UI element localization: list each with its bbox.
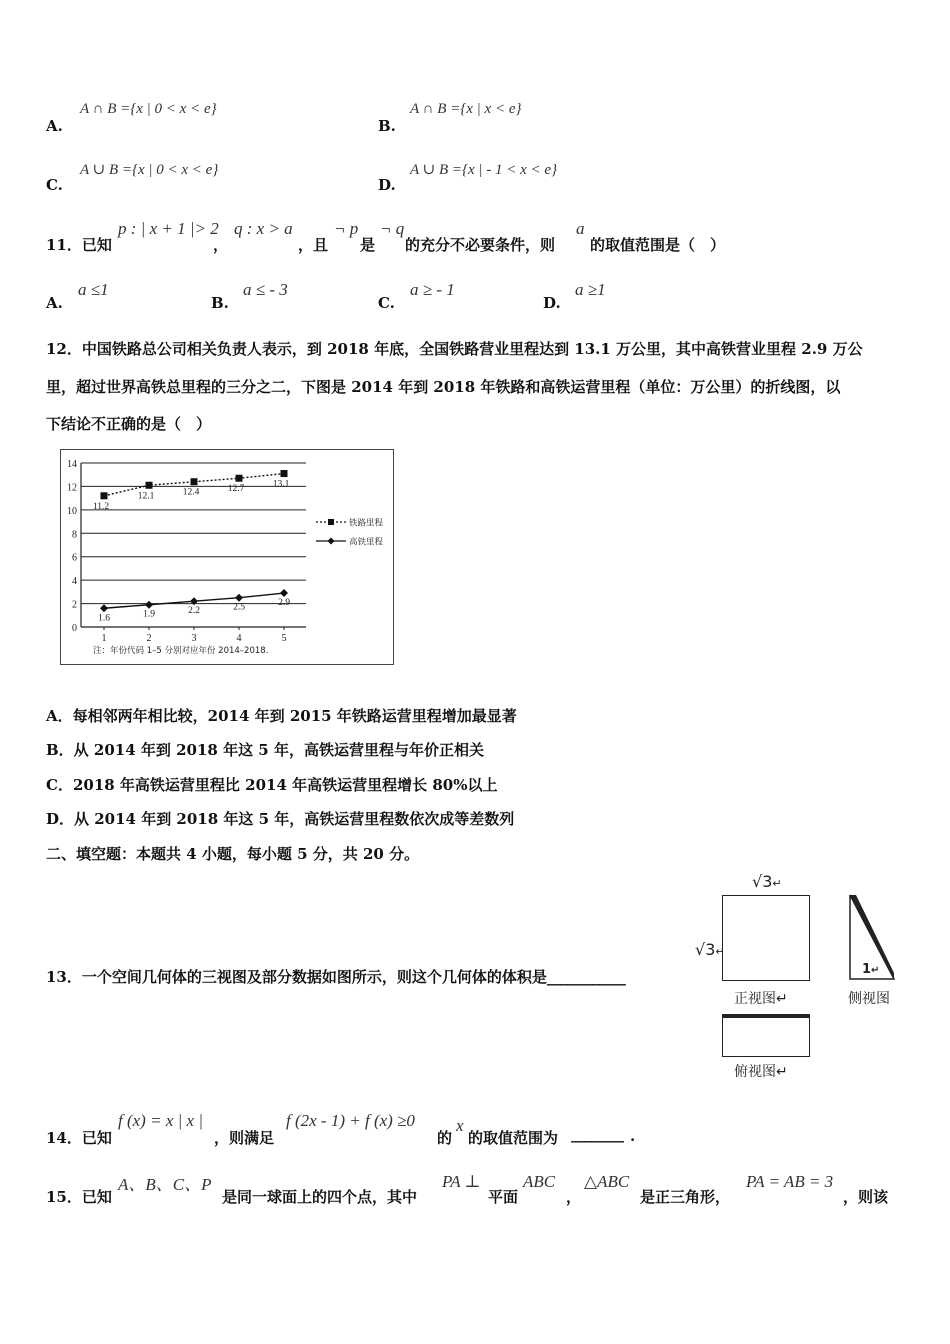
- chart-x-tick-label: 1: [101, 633, 107, 644]
- section-2-heading: 二、填空题：本题共 4 小题，每小题 5 分，共 20 分。: [46, 845, 420, 863]
- chart-legend-label: 铁路里程: [349, 518, 384, 529]
- chart-point-railway: [146, 482, 153, 489]
- q13-sqrt3-left-label: [695, 940, 725, 959]
- chart-y-tick-label: 10: [67, 505, 77, 517]
- q13-side-one-label: [862, 962, 879, 977]
- q12-stem-line-1: 12．中国铁路总公司相关负责人表示，到 2018 年底，全国铁路营业里程达到 13.1 万公里，其中高铁营业里程 2.9 万公: [46, 340, 863, 358]
- q14-x-var: x: [456, 1116, 464, 1135]
- chart-data-label: 2.9: [278, 598, 290, 609]
- chart-legend-marker: [328, 519, 334, 525]
- q11-text-condition: 的充分不必要条件，则: [405, 236, 556, 254]
- q15-triangle-abc: △ABC: [584, 1172, 630, 1191]
- chart-data-label: 12.7: [227, 484, 245, 495]
- q11-option-d-label: D.: [543, 294, 561, 312]
- q13-return-mark-1: ↵: [772, 877, 782, 890]
- q10-option-d-label: D.: [378, 176, 396, 194]
- q13-top-view: [722, 1014, 810, 1057]
- q15-text-plane: 平面: [488, 1188, 519, 1206]
- q12-option-a: A．每相邻两年相比较，2014 年到 2015 年铁路运营里程增加最显著: [46, 707, 517, 725]
- q11-p-formula: p : | x + 1 |> 2: [118, 219, 219, 238]
- q10-option-d-formula: A ∪ B ={x | - 1 < x < e}: [410, 162, 558, 178]
- chart-y-tick-label: 4: [72, 576, 77, 588]
- chart-x-tick-label: 2: [146, 633, 152, 644]
- q11-not-p: ¬ p: [334, 219, 359, 238]
- chart-y-tick-label: 2: [72, 599, 77, 611]
- q15-pa-perp: PA ⊥: [442, 1172, 481, 1191]
- q13-sqrt3-top-label: [752, 872, 782, 891]
- chart-x-tick-label: 5: [281, 633, 287, 644]
- q11-option-d-formula: a ≥1: [575, 280, 606, 299]
- q11-option-b-label: B.: [211, 294, 229, 312]
- chart-point-railway: [191, 478, 198, 485]
- chart-point-railway: [281, 470, 288, 477]
- chart-point-high-speed: [100, 604, 108, 612]
- q14-text-satisfy: ，则满足: [214, 1129, 275, 1147]
- q13-sqrt3-left: √3: [695, 940, 716, 959]
- q15-pa-eq-ab: PA = AB = 3: [746, 1172, 834, 1191]
- chart-data-label: 2.2: [188, 606, 200, 617]
- q15-number: 15．已知: [46, 1188, 112, 1206]
- q10-option-b-formula: A ∩ B ={x | x < e}: [410, 101, 522, 117]
- q14-inequality: f (2x - 1) + f (x) ≥0: [286, 1111, 415, 1130]
- chart-data-label: 2.5: [233, 602, 245, 613]
- q15-text-equilateral: 是正三角形，: [640, 1188, 731, 1206]
- q12-chart: [60, 449, 394, 665]
- q11-option-c-label: C.: [378, 294, 395, 312]
- q13-return-mark-2: ↵: [715, 945, 725, 958]
- q13-front-view: [722, 895, 810, 981]
- q10-option-a-label: A.: [46, 117, 63, 135]
- chart-legend-marker: [328, 538, 335, 545]
- q12-option-b: B．从 2014 年到 2018 年这 5 年，高铁运营里程与年价正相关: [46, 741, 484, 759]
- q14-text-of: 的: [437, 1129, 453, 1147]
- q11-option-c-formula: a ≥ - 1: [410, 280, 455, 299]
- q11-not-q: ¬ q: [380, 219, 405, 238]
- chart-point-high-speed: [235, 594, 243, 602]
- q14-blank: ________: [571, 1125, 623, 1143]
- chart-data-label: 12.1: [137, 491, 155, 502]
- chart-data-label: 12.4: [182, 487, 200, 498]
- q13-stem: [46, 966, 625, 988]
- q15-text-then: ，则该: [843, 1188, 889, 1206]
- q11-text-and: ，且: [298, 236, 329, 254]
- q12-stem-line-2: 里，超过世界高铁总里程的三分之二，下图是 2014 年到 2018 年铁路和高铁运营里程（单位：万公里）的折线图，以: [46, 378, 841, 396]
- q12-option-c: C．2018 年高铁运营里程比 2014 年高铁运营里程增长 80%以上: [46, 776, 498, 794]
- chart-x-tick-label: 4: [236, 633, 242, 644]
- chart-data-label: 11.2: [92, 501, 110, 512]
- chart-data-label: 1.9: [143, 609, 155, 620]
- chart-x-tick-label: 3: [191, 633, 197, 644]
- chart-y-tick-label: 6: [72, 552, 77, 564]
- chart-legend-label: 高铁里程: [349, 537, 384, 548]
- chart-data-label: 13.1: [272, 479, 290, 490]
- q11-option-a-label: A.: [46, 294, 63, 312]
- q12-stem-line-3: 下结论不正确的是（ ）: [46, 415, 212, 433]
- q10-option-a-formula: A ∩ B ={x | 0 < x < e}: [80, 101, 217, 117]
- q11-q-formula: q : x > a: [234, 219, 293, 238]
- q10-option-c-label: C.: [46, 176, 63, 194]
- q11-option-b-formula: a ≤ - 3: [243, 280, 288, 299]
- q15-comma: ，: [566, 1188, 582, 1206]
- q13-side-view-label: 侧视图: [848, 991, 890, 1007]
- chart-point-high-speed: [145, 601, 153, 609]
- q11-text-range: 的取值范围是（ ）: [590, 236, 726, 254]
- q13-blank: ____________: [546, 968, 625, 986]
- q13-text: 13．一个空间几何体的三视图及部分数据如图所示，则这个几何体的体积是: [46, 968, 547, 986]
- q12-chart-svg: [61, 450, 393, 664]
- q13-top-view-label: 俯视图↵: [734, 1064, 788, 1080]
- q15-text-sphere: 是同一球面上的四个点，其中: [222, 1188, 418, 1206]
- q11-text-is: 是: [360, 236, 376, 254]
- chart-point-high-speed: [280, 589, 288, 597]
- q15-points: A、B、C、P: [118, 1175, 212, 1194]
- q14-period: .: [630, 1127, 636, 1145]
- chart-data-label: 1.6: [98, 613, 110, 624]
- q13-front-view-label: 正视图↵: [734, 991, 788, 1007]
- chart-y-tick-label: 14: [67, 459, 77, 470]
- chart-y-tick-label: 0: [72, 623, 77, 634]
- q11-number: 11．已知: [46, 236, 112, 254]
- q11-comma: ，: [213, 236, 229, 254]
- q13-side-one: 1: [862, 962, 872, 977]
- q10-option-b-label: B.: [378, 117, 396, 135]
- q14-text-range: 的取值范围为: [468, 1129, 559, 1147]
- chart-y-tick-label: 8: [72, 529, 77, 541]
- chart-note: 注：年份代码 1–5 分别对应年份 2014–2018.: [93, 646, 269, 656]
- q13-sqrt3-top: √3: [752, 872, 773, 891]
- q14-f-def: f (x) = x | x |: [118, 1111, 203, 1130]
- chart-point-railway: [236, 475, 243, 482]
- q13-return-mark-3: ↵: [871, 965, 880, 976]
- q10-option-c-formula: A ∪ B ={x | 0 < x < e}: [80, 162, 219, 178]
- q11-a-var: a: [576, 219, 585, 238]
- chart-point-railway: [101, 492, 108, 499]
- q12-option-d: D．从 2014 年到 2018 年这 5 年，高铁运营里程数依次成等差数列: [46, 810, 515, 828]
- q11-option-a-formula: a ≤1: [78, 280, 109, 299]
- q14-number: 14．已知: [46, 1129, 112, 1147]
- q15-abc: ABC: [523, 1172, 556, 1191]
- chart-y-tick-label: 12: [67, 482, 77, 494]
